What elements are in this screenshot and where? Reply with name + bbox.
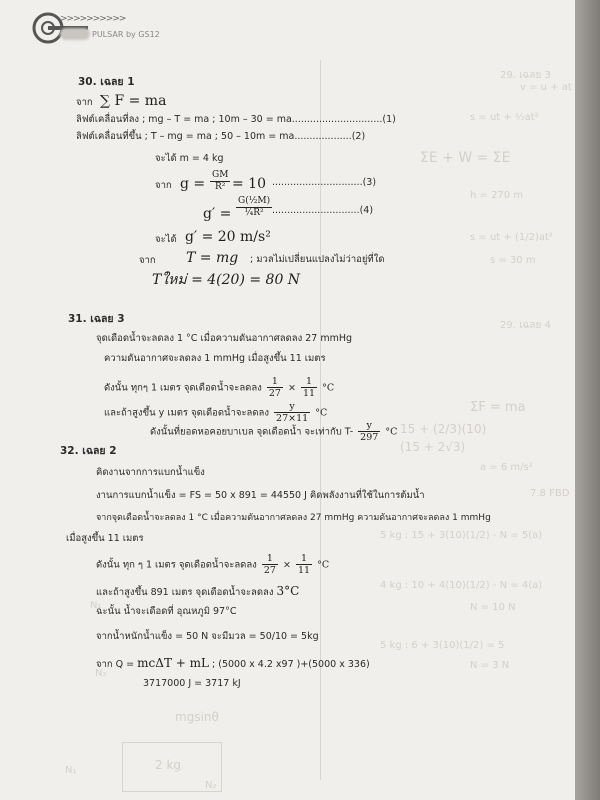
q31-line5-text: ดังนั้นที่ยอดหอคอยบาเบล จุดเดือดน้ำ จะเท่ากับ T- [150,426,354,438]
heat-formula: mcΔT + mL [137,656,209,670]
ghost-text: 4 kg : 10 + 4(10)(1/2) - N = 4(a) [380,580,543,591]
ghost-text: N₁ [65,765,77,776]
fraction-denominator: 27×11 [276,413,309,425]
ghost-text: v = u + at [520,82,572,93]
ghost-text: ΣE + W = ΣE [420,150,511,166]
degree-unit: °C [315,407,328,419]
fraction [296,553,312,577]
ghost-text: 5 kg : 15 + 3(10)(1/2) - N = 5(a) [380,530,543,541]
fraction-numerator: y [358,420,380,432]
logo-blur [60,28,90,40]
fraction-denominator: 11 [302,388,316,400]
q32-line8: จากน้ำหนักน้ำแข็ง = 50 N จะมีมวล = 50/10 = 5kg [96,631,319,642]
fraction [262,553,278,577]
degree-unit: °C [385,426,398,438]
degree-unit: °C [317,559,330,571]
q31-heading: 31. เฉลย 3 [68,313,125,325]
q32-line1: คิดงานจากการแบกน้ำแข็ง [96,467,205,478]
fraction-numerator: 1 [262,553,278,565]
q32-line3: จากจุดเดือดน้ำจะลดลง 1 °C เมื่อความดันอากาศลดลง 27 mmHg ความดันอากาศจะลดลง 1 mmHg [96,513,491,523]
q30-line3: จะได้ m = 4 kg [155,153,224,164]
q32-line9-calc: ; (5000 x 4.2 x97 )+(5000 x 336) [212,659,370,670]
q30-result-label: จะได้ [155,234,177,245]
ghost-text: s = ut + ½at² [470,112,539,123]
q31-line3-text: ดังนั้น ทุกๆ 1 เมตร จุดเดือดน้ำจะลดลง [104,382,262,394]
q32-line2: งานการแบกน้ำแข็ง = FS = 50 x 891 = 44550 J คิดพลังงานที่ใช้ในการต้มน้ำ [96,490,425,501]
ghost-text: s = 30 m [490,255,536,266]
ghost-text: 2 kg [155,758,182,772]
fraction-denominator: 11 [297,565,311,577]
q31-line4-text: และถ้าสูงขึ้น y เมตร จุดเดือดน้ำจะลดลง [104,407,269,419]
fraction-denominator: ¼R² [244,207,264,218]
ghost-text: 15 + (2/3)(10) [400,422,487,436]
fraction [267,376,283,400]
q32-line6-text: และถ้าสูงขึ้น 891 เมตร จุดเดือดน้ำจะลดลง [96,587,274,598]
q30-ref4: .............................(4) [272,205,374,216]
q30-heading: 30. เฉลย 1 [78,76,135,88]
q32-line10: 3717000 J = 3717 kJ [143,678,241,689]
times-sign: × [282,559,291,571]
q30-g-fraction [210,170,230,193]
q30-newton-law: ∑ F = ma [100,93,167,109]
ghost-text: N = 10 N [470,602,516,613]
q30-tension-formula: T = mg [186,250,239,266]
q30-g-value: = 10 [232,176,266,192]
q30-line1: ลิฟต์เคลื่อนที่ลง ; mg – T = ma ; 10m – 30 = ma..............................(1) [76,114,396,125]
q30-tension-new: Tใหม่ = 4(20) = 80 N [152,272,301,288]
q32-line7: ฉะนั้น น้ำจะเดือดที่ อุณหภูมิ 97°C [96,606,237,617]
q31-line3 [104,376,334,400]
q31-line1: จุดเดือดน้ำจะลดลง 1 °C เมื่อความดันอากาศลดลง 27 mmHg [96,333,353,344]
fraction-numerator: 1 [296,553,312,565]
temperature-drop: 3°C [276,584,300,598]
ghost-text: 5 kg : 6 + 3(10)(1/2) = 5 [380,640,505,651]
fraction-denominator: 297 [360,432,379,444]
ghost-text: 7.8 FBD [530,488,570,499]
fraction [301,376,317,400]
fraction-numerator: 1 [301,376,317,388]
q32-heading: 32. เฉลย 2 [60,445,117,457]
logo-arrows: >>>>>>>>>> [60,14,126,24]
fraction-denominator: 27 [268,388,281,400]
times-sign: × [287,382,296,394]
ghost-text: s = ut + (1/2)at² [470,232,553,243]
ghost-text: h = 270 m [470,190,524,201]
q30-mass-note: ; มวลไม่เปลี่ยนแปลงไม่ว่าอยู่ที่ใด [250,254,385,265]
ghost-text: N₂ [205,780,217,791]
q32-line5 [96,553,329,577]
fraction-denominator: 27 [263,565,276,577]
logo-text: PULSAR by GS12 [92,30,160,39]
ghost-text: (15 + 2√3) [400,440,466,454]
q30-gprime-label: g′ = [203,206,232,222]
q32-line9-text: จาก Q = [96,659,135,670]
ghost-text: N₂ [95,668,107,679]
ghost-text: mgsinθ [175,710,219,724]
q32-line5-text: ดังนั้น ทุก ๆ 1 เมตร จุดเดือดน้ำจะลดลง [96,559,257,571]
q30-from2: จาก [155,180,172,191]
q32-line4: เมื่อสูงขึ้น 11 เมตร [66,533,144,544]
fraction-numerator: 1 [267,376,283,388]
ghost-text: 29. เฉลย 3 [500,70,551,81]
q30-from3: จาก [139,255,156,266]
degree-unit: °C [322,382,335,394]
fraction-numerator: GM [212,170,229,180]
fraction-numerator: G(½M) [238,196,271,206]
q31-line5 [150,420,397,444]
q30-line2: ลิฟต์เคลื่อนที่ขึ้น ; T – mg = ma ; 50 – 10m = ma...................(2) [76,131,366,142]
ghost-text: 29. เฉลย 4 [500,320,551,331]
q30-g-label: g = [180,176,206,192]
q31-line2: ความดันอากาศจะลดลง 1 mmHg เมื่อสูงขึ้น 11 เมตร [104,353,326,364]
q30-gprime-fraction [236,196,272,219]
ghost-text: ΣF = ma [470,400,526,415]
q32-line9 [96,656,370,670]
ghost-text: a = 6 m/s² [480,462,533,473]
fraction [358,420,380,444]
page-edge [575,0,600,800]
q30-gprime-result: g′ = 20 m/s² [185,229,271,245]
fraction-numerator: y [274,401,310,413]
q32-line6 [96,584,299,598]
q30-ref3: ..............................(3) [272,177,377,188]
ghost-text: N₁ [90,600,102,611]
ghost-text: N = 3 N [470,660,510,671]
q30-from: จาก [76,97,93,108]
fraction-denominator: R² [215,181,226,192]
